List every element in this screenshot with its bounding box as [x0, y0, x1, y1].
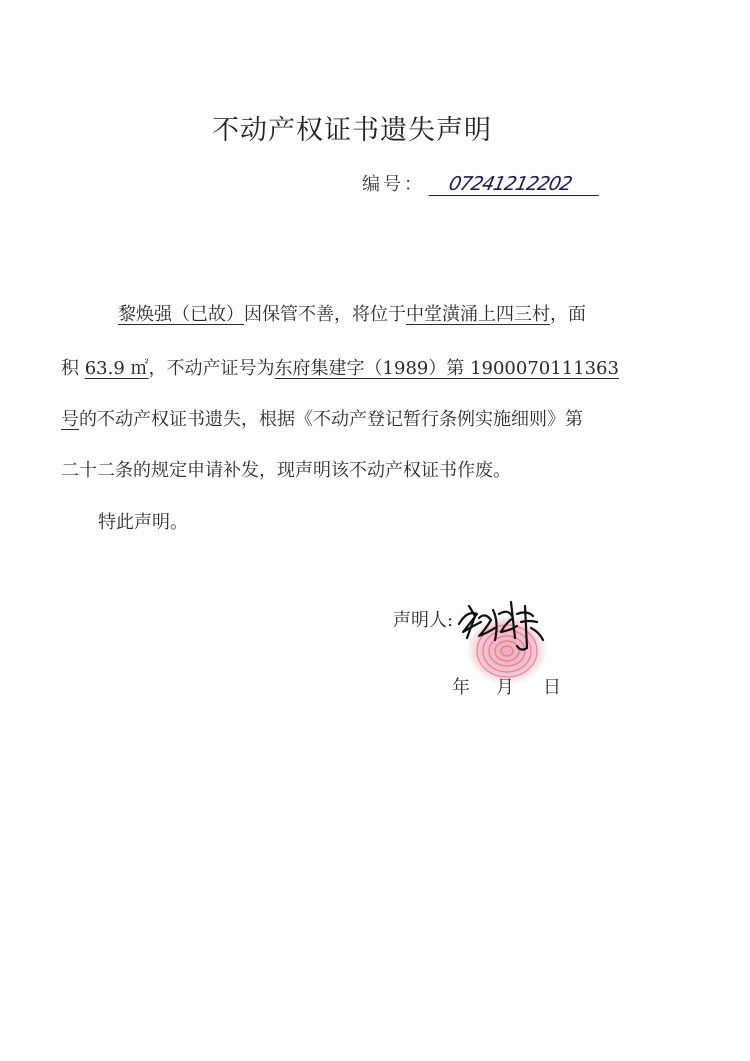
certificate-suffix: 号 — [61, 409, 79, 430]
paragraph-line-2 — [61, 354, 619, 380]
owner-name: 黎焕强（已故） — [118, 304, 244, 325]
document-title: 不动产权证书遗失声明 — [212, 115, 492, 146]
paragraph-line-1 — [118, 300, 586, 326]
certificate-number: 东府集建字（1989）第 1900070111363 — [274, 358, 619, 379]
signer-label: 声明人: — [393, 610, 454, 631]
paragraph-line-3 — [61, 405, 583, 431]
date-row — [452, 673, 561, 699]
date-day-label: 日 — [543, 677, 561, 698]
date-year-label: 年 — [452, 677, 470, 698]
line2-text-a: 积 — [61, 358, 85, 379]
date-month-label: 月 — [496, 677, 514, 698]
property-location: 中堂潢涌上四三村 — [406, 304, 550, 325]
number-label: 编号： — [362, 174, 425, 195]
line2-text-b: ，不动产证号为 — [148, 358, 275, 379]
number-row — [362, 170, 601, 196]
property-area: 63.9 ㎡ — [84, 358, 149, 379]
number-value-handwritten: 07241212202 — [429, 173, 604, 196]
closing-statement: 特此声明。 — [98, 512, 188, 533]
line3-text: 的不动产权证书遗失，根据《不动产登记暂行条例实施细则》第 — [79, 409, 583, 430]
line1-text-a: 因保管不善，将位于 — [244, 304, 406, 325]
line1-text-b: ，面 — [550, 304, 586, 325]
paragraph-line-4: 二十二条的规定申请补发，现声明该不动产权证书作废。 — [61, 460, 511, 481]
handwritten-signature-icon — [455, 592, 547, 658]
